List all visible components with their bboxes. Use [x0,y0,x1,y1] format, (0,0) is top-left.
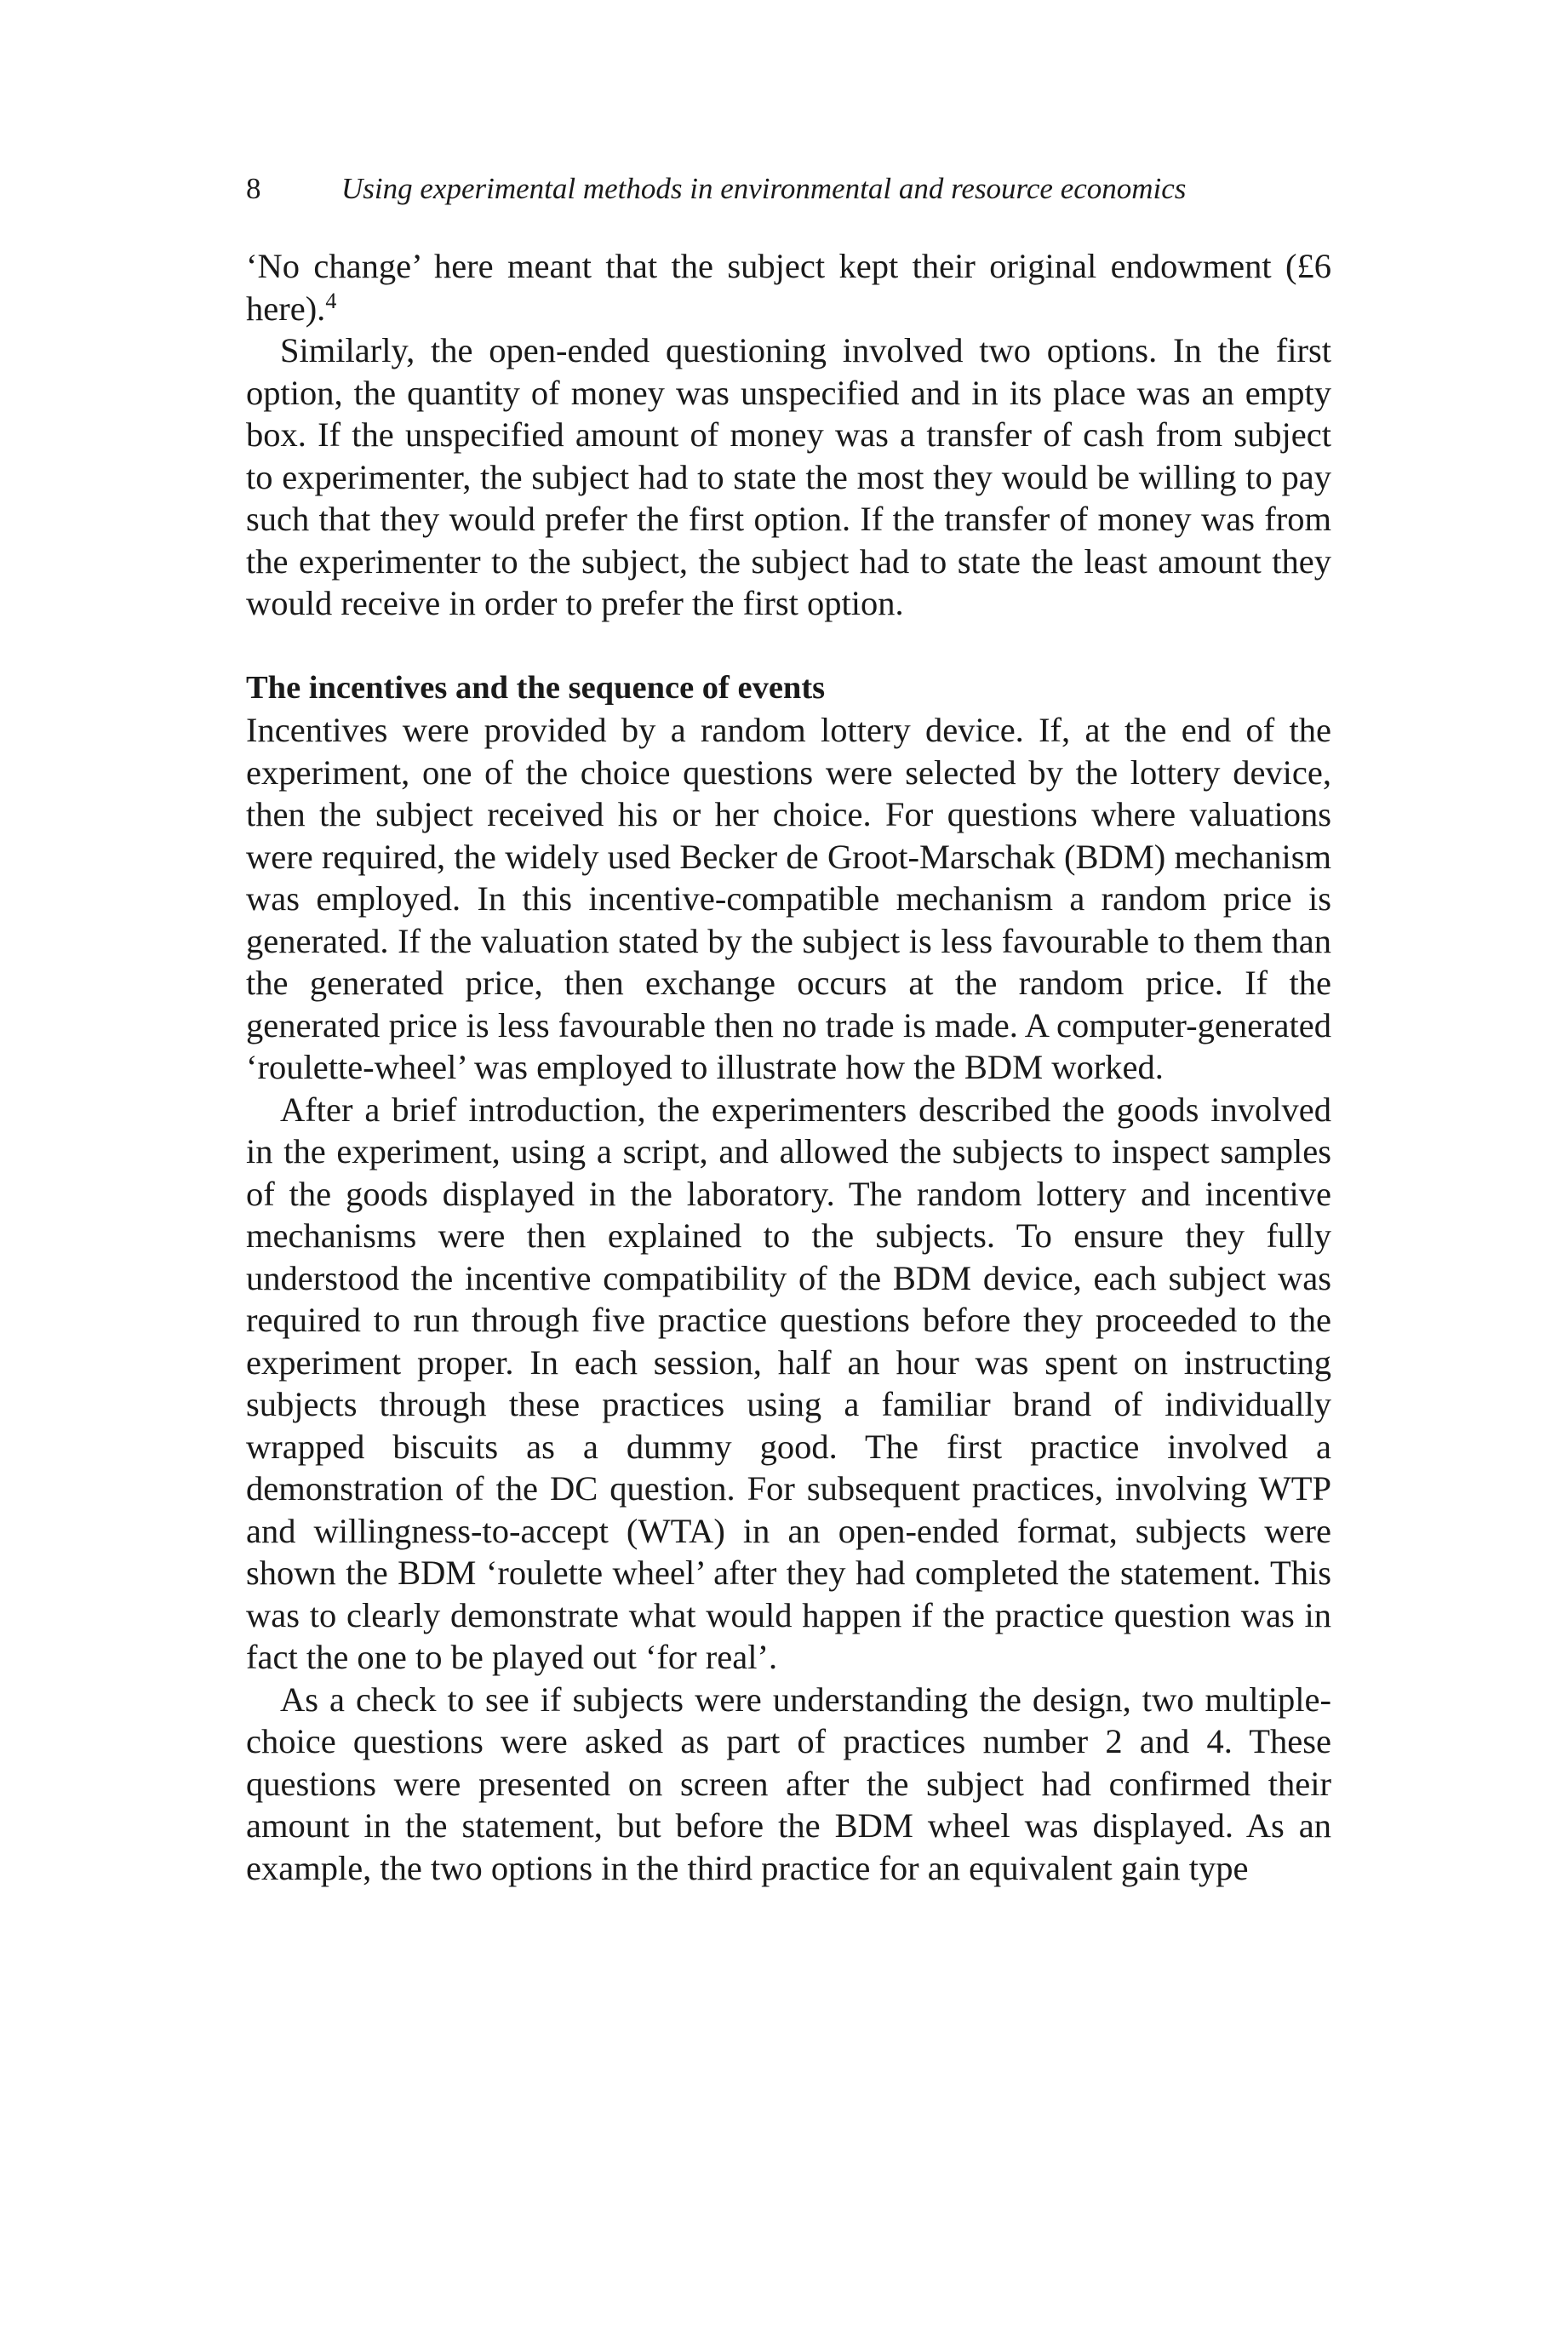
running-title: Using experimental methods in environmental and resource economics [341,172,1187,205]
page [246,170,1331,1889]
running-head [246,170,1331,208]
page-number: 8 [246,172,261,205]
paragraph-1-text: ‘No change’ here meant that the subject kept their original endowment (£6 here). [246,247,1331,328]
paragraph-1 [246,245,1331,329]
paragraph-2: Similarly, the open-ended questioning involved two options. In the first option, the quantity of money was unspecified and in its place was an empty box. If the unspecified amount of money was a transfer of cash from subject to experimenter, the subject had to state the most they would be willing to pay such that they would prefer the first option. If the transfer of money was from the experimenter to the subject, the subject had to state the least amount they would receive in order to prefer the first option. [246,331,1331,622]
section-heading: The incentives and the sequence of events [246,669,826,706]
paragraph-3: Incentives were provided by a random lottery device. If, at the end of the experiment, one of the choice questions were selected by the lottery device, then the subject received his or her choice. For questions where valuations were required, the widely used Becker de Groot-Marschak (BDM) mechanism was employed. In this incentive-compatible mechanism a random price is generated. If the valuation stated by the subject is less favourable to them than the generated price, then exchange occurs at the random price. If the generated price is less favourable then no trade is made. A computer-generated ‘roulette-wheel’ was employed to illustrate how the BDM worked. [246,711,1331,1086]
paragraph-5: As a check to see if subjects were understanding the design, two multiple-choice questions were asked as part of practices number 2 and 4. These questions were presented on screen after the subject had confirmed their amount in the statement, but before the BDM wheel was displayed. As an example, the two options in the third practice for an equivalent gain type [246,1680,1331,1887]
paragraph-4: After a brief introduction, the experimenters described the goods involved in the experiment, using a script, and allowed the subjects to inspect samples of the goods displayed in the laboratory. The random lottery and incentive mechanisms were then explained to the subjects. To ensure they fully understood the incentive compatibility of the BDM device, each subject was required to run through five practice questions before they proceeded to the experiment proper. In each session, half an hour was spent on instructing subjects through these practices using a familiar brand of individually wrapped biscuits as a dummy good. The first practice involved a demonstration of the DC question. For subsequent practices, involving WTP and willingness-to-accept (WTA) in an open-ended format, subjects were shown the BDM ‘roulette wheel’ after they had completed the statement. This was to clearly demonstrate what would happen if the practice question was in fact the one to be played out ‘for real’. [246,1090,1331,1676]
body-text [246,245,1331,1889]
footnote-marker: 4 [325,288,337,313]
